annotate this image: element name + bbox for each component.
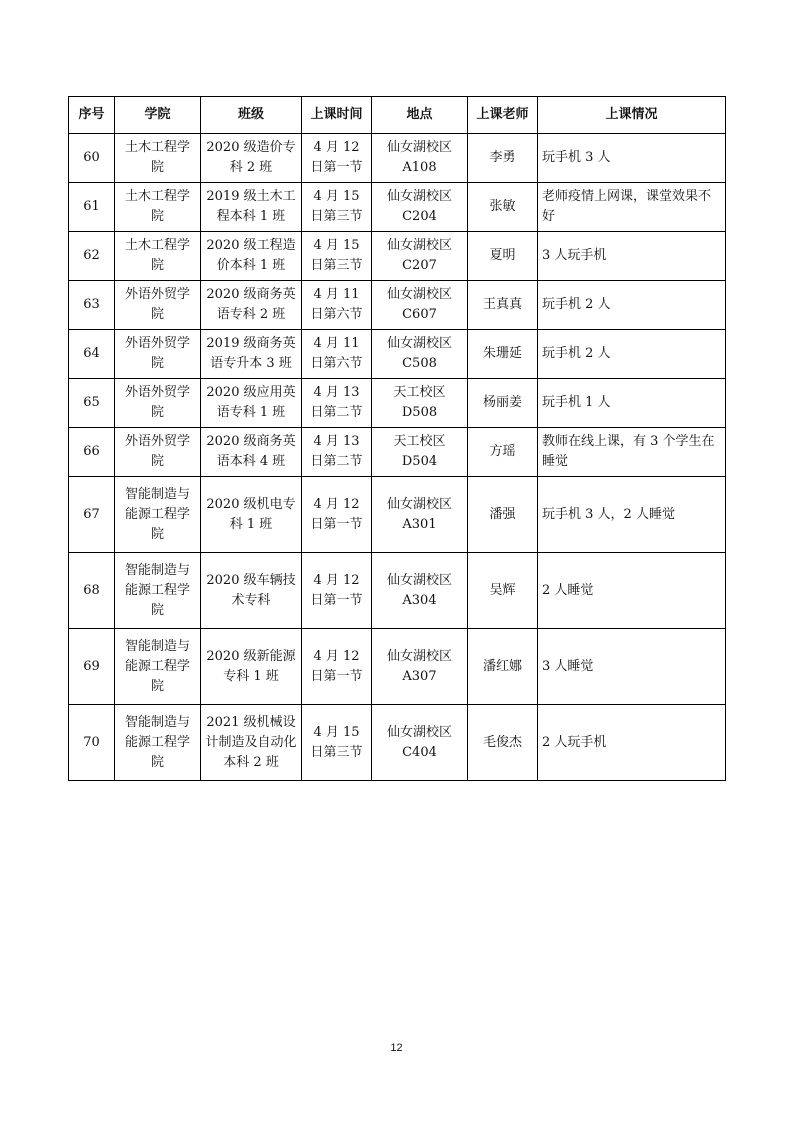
cell-status: 玩手机 3 人	[538, 134, 726, 183]
cell-class: 2020 级新能源专科 1 班	[201, 629, 302, 705]
cell-college: 智能制造与能源工程学院	[115, 629, 201, 705]
cell-teacher: 李勇	[468, 134, 538, 183]
table-row	[69, 379, 726, 428]
cell-teacher: 朱珊延	[468, 330, 538, 379]
table-row	[69, 553, 726, 629]
table-row	[69, 629, 726, 705]
cell-place: 仙女湖校区 A304	[372, 553, 468, 629]
cell-class: 2020 级车辆技术专科	[201, 553, 302, 629]
cell-college: 外语外贸学院	[115, 379, 201, 428]
cell-no: 63	[69, 281, 115, 330]
cell-status: 3 人玩手机	[538, 232, 726, 281]
cell-college: 外语外贸学院	[115, 428, 201, 477]
cell-time: 4 月 11 日第六节	[302, 281, 372, 330]
cell-no: 67	[69, 477, 115, 553]
cell-time: 4 月 13 日第二节	[302, 379, 372, 428]
cell-teacher: 毛俊杰	[468, 705, 538, 781]
cell-class: 2020 级机电专科 1 班	[201, 477, 302, 553]
header-no: 序号	[69, 97, 115, 134]
cell-time: 4 月 15 日第三节	[302, 183, 372, 232]
cell-no: 64	[69, 330, 115, 379]
cell-class: 2020 级应用英语专科 1 班	[201, 379, 302, 428]
header-place: 地点	[372, 97, 468, 134]
cell-teacher: 潘红娜	[468, 629, 538, 705]
table-header-row	[69, 97, 726, 134]
cell-time: 4 月 11 日第六节	[302, 330, 372, 379]
cell-place: 仙女湖校区 A108	[372, 134, 468, 183]
cell-no: 65	[69, 379, 115, 428]
cell-no: 62	[69, 232, 115, 281]
cell-status: 玩手机 2 人	[538, 330, 726, 379]
cell-status: 教师在线上课，有 3 个学生在睡觉	[538, 428, 726, 477]
header-status: 上课情况	[538, 97, 726, 134]
header-time: 上课时间	[302, 97, 372, 134]
cell-college: 智能制造与能源工程学院	[115, 477, 201, 553]
cell-teacher: 方瑶	[468, 428, 538, 477]
cell-time: 4 月 12 日第一节	[302, 553, 372, 629]
cell-class: 2020 级商务英语本科 4 班	[201, 428, 302, 477]
cell-teacher: 杨丽姜	[468, 379, 538, 428]
cell-no: 70	[69, 705, 115, 781]
cell-class: 2020 级商务英语专科 2 班	[201, 281, 302, 330]
cell-place: 仙女湖校区 C607	[372, 281, 468, 330]
cell-class: 2019 级土木工程本科 1 班	[201, 183, 302, 232]
table-row	[69, 183, 726, 232]
cell-class: 2019 级商务英语专升本 3 班	[201, 330, 302, 379]
table-row	[69, 134, 726, 183]
table-row	[69, 281, 726, 330]
cell-status: 玩手机 3 人，2 人睡觉	[538, 477, 726, 553]
cell-college: 外语外贸学院	[115, 281, 201, 330]
cell-college: 土木工程学院	[115, 232, 201, 281]
cell-place: 仙女湖校区 C404	[372, 705, 468, 781]
cell-status: 3 人睡觉	[538, 629, 726, 705]
cell-college: 智能制造与能源工程学院	[115, 705, 201, 781]
inspection-table	[68, 96, 726, 781]
cell-status: 2 人玩手机	[538, 705, 726, 781]
cell-teacher: 张敏	[468, 183, 538, 232]
page-number: 12	[390, 1042, 403, 1054]
cell-teacher: 王真真	[468, 281, 538, 330]
cell-college: 智能制造与能源工程学院	[115, 553, 201, 629]
cell-no: 69	[69, 629, 115, 705]
cell-status: 2 人睡觉	[538, 553, 726, 629]
cell-place: 天工校区 D508	[372, 379, 468, 428]
cell-time: 4 月 15 日第三节	[302, 232, 372, 281]
cell-class: 2020 级工程造价本科 1 班	[201, 232, 302, 281]
cell-place: 仙女湖校区 A307	[372, 629, 468, 705]
cell-place: 仙女湖校区 C204	[372, 183, 468, 232]
header-teacher: 上课老师	[468, 97, 538, 134]
table-row	[69, 477, 726, 553]
cell-time: 4 月 12 日第一节	[302, 477, 372, 553]
cell-place: 天工校区 D504	[372, 428, 468, 477]
cell-college: 土木工程学院	[115, 134, 201, 183]
cell-college: 土木工程学院	[115, 183, 201, 232]
cell-teacher: 吴辉	[468, 553, 538, 629]
cell-no: 61	[69, 183, 115, 232]
header-class: 班级	[201, 97, 302, 134]
cell-status: 玩手机 1 人	[538, 379, 726, 428]
table-row	[69, 428, 726, 477]
cell-class: 2021 级机械设计制造及自动化本科 2 班	[201, 705, 302, 781]
cell-place: 仙女湖校区 C207	[372, 232, 468, 281]
cell-no: 68	[69, 553, 115, 629]
table-row	[69, 330, 726, 379]
cell-time: 4 月 12 日第一节	[302, 134, 372, 183]
cell-place: 仙女湖校区 A301	[372, 477, 468, 553]
cell-status: 玩手机 2 人	[538, 281, 726, 330]
cell-status: 老师疫情上网课，课堂效果不好	[538, 183, 726, 232]
cell-time: 4 月 15 日第三节	[302, 705, 372, 781]
cell-place: 仙女湖校区 C508	[372, 330, 468, 379]
cell-teacher: 潘强	[468, 477, 538, 553]
cell-time: 4 月 12 日第一节	[302, 629, 372, 705]
cell-college: 外语外贸学院	[115, 330, 201, 379]
cell-no: 66	[69, 428, 115, 477]
table-row	[69, 232, 726, 281]
cell-no: 60	[69, 134, 115, 183]
table-row	[69, 705, 726, 781]
cell-class: 2020 级造价专科 2 班	[201, 134, 302, 183]
cell-teacher: 夏明	[468, 232, 538, 281]
header-college: 学院	[115, 97, 201, 134]
cell-time: 4 月 13 日第二节	[302, 428, 372, 477]
